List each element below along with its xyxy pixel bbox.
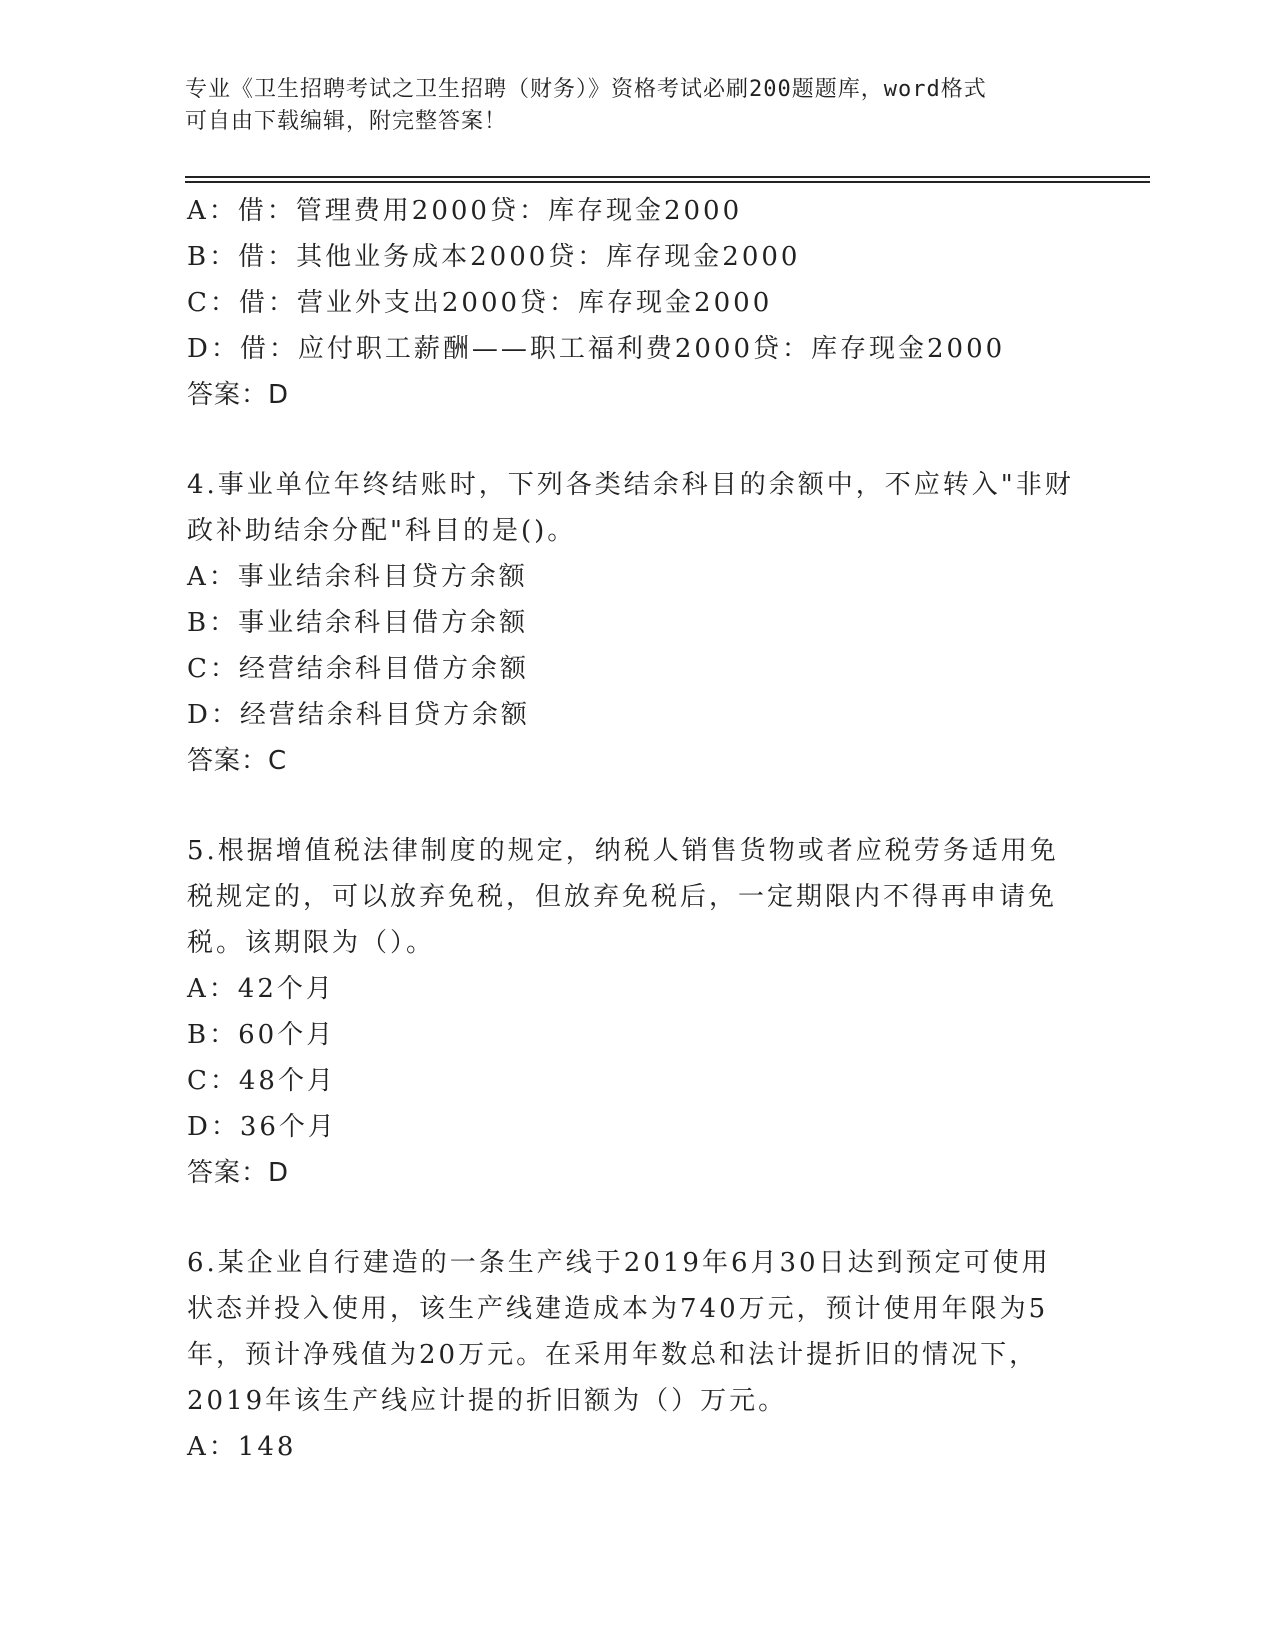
option-a: A：事业结余科目贷方余额 [187, 562, 528, 592]
spacer [187, 1196, 1087, 1240]
question-stem-line: 6.某企业自行建造的一条生产线于2019年6月30日达到预定可使用 [187, 1248, 1051, 1278]
question-stem-line: 2019年该生产线应计提的折旧额为（）万元。 [187, 1386, 788, 1416]
option-b: B：60个月 [187, 1020, 336, 1050]
option-a: A：148 [187, 1432, 297, 1462]
question-stem-line: 税规定的，可以放弃免税，但放弃免税后，一定期限内不得再申请免 [187, 882, 1058, 912]
option-b: B：借：其他业务成本2000贷：库存现金2000 [187, 242, 801, 272]
option-a: A：借：管理费用2000贷：库存现金2000 [187, 196, 743, 226]
option-a: A：42个月 [187, 974, 335, 1004]
question-6 [187, 1240, 1087, 1470]
header-divider-top [185, 176, 1150, 178]
option-d: D：经营结余科目贷方余额 [187, 700, 530, 730]
option-c: C：48个月 [187, 1066, 336, 1096]
question-stem-line: 政补助结余分配"科目的是()。 [187, 516, 577, 546]
spacer [187, 418, 1087, 462]
question-5 [187, 828, 1087, 1196]
spacer [187, 784, 1087, 828]
question-stem-line: 税。该期限为（）。 [187, 928, 436, 958]
header-line-2: 可自由下载编辑，附完整答案！ [185, 109, 508, 134]
option-b: B：事业结余科目借方余额 [187, 608, 529, 638]
question-stem-line: 5.根据增值税法律制度的规定，纳税人销售货物或者应税劳务适用免 [187, 836, 1059, 866]
option-c: C：经营结余科目借方余额 [187, 654, 529, 684]
question-4 [187, 462, 1087, 784]
question-stem-line: 状态并投入使用，该生产线建造成本为740万元，预计使用年限为5 [187, 1294, 1049, 1324]
option-d: D：借：应付职工薪酬——职工福利费2000贷：库存现金2000 [187, 334, 1006, 364]
option-c: C：借：营业外支出2000贷：库存现金2000 [187, 288, 773, 318]
answer: 答案：C [187, 746, 288, 776]
answer: 答案：D [187, 1158, 290, 1188]
question-stem-line: 年，预计净残值为20万元。在采用年数总和法计提折旧的情况下， [187, 1340, 1039, 1370]
option-d: D：36个月 [187, 1112, 337, 1142]
question-3 [187, 188, 1087, 418]
document-header [185, 74, 1065, 138]
header-divider-bottom [185, 181, 1150, 183]
question-list [187, 188, 1087, 1470]
header-line-1: 专业《卫生招聘考试之卫生招聘（财务）》资格考试必刷200题题库，word格式 [185, 77, 987, 102]
question-stem-line: 4.事业单位年终结账时，下列各类结余科目的余额中，不应转入"非财 [187, 470, 1074, 500]
answer: 答案：D [187, 380, 290, 410]
